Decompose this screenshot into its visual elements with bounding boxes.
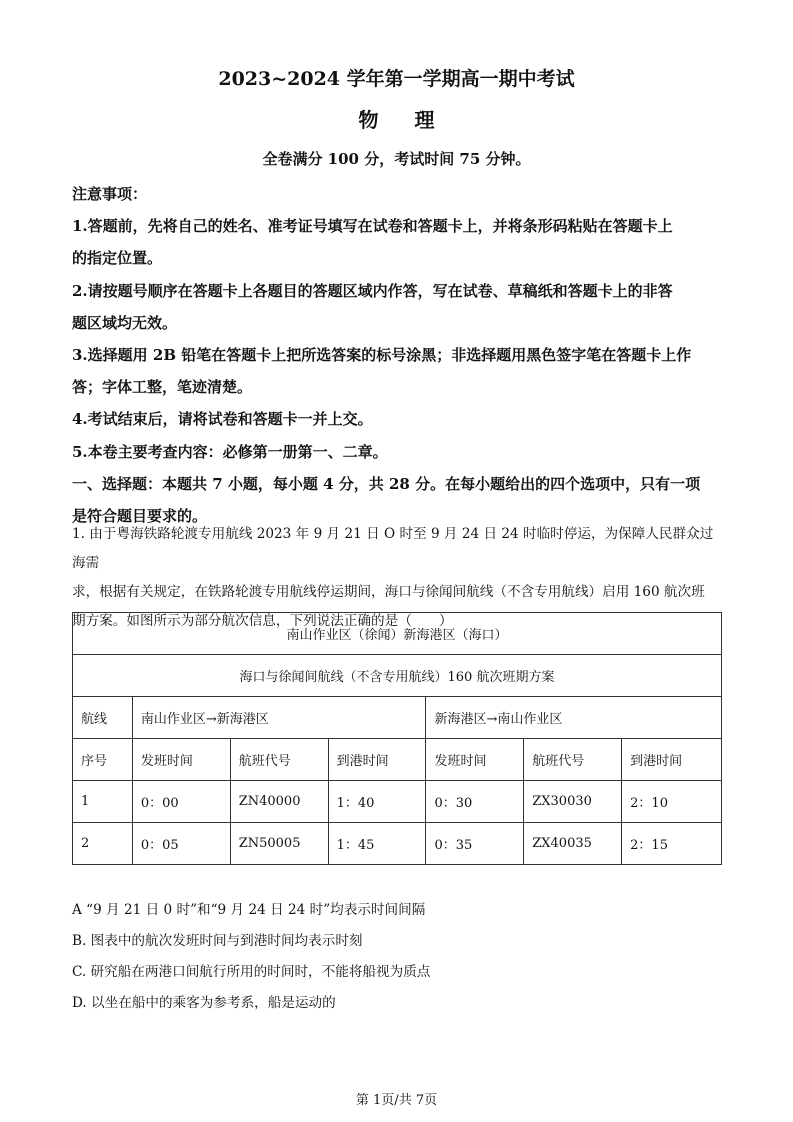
- subject-char-right: 理: [414, 108, 435, 132]
- table-header-row: [73, 739, 722, 781]
- route-a-cell: 南山作业区→新海港区: [132, 697, 426, 739]
- exam-title: 2023~2024 学年第一学期高一期中考试: [218, 68, 575, 90]
- notes-line: 5.本卷主要考查内容：必修第一册第一、二章。: [72, 442, 388, 461]
- header-cell: 航班代号: [524, 739, 622, 781]
- section-heading-line: 是符合题目要求的。: [72, 507, 208, 526]
- notes-line: 的指定位置。: [72, 249, 163, 268]
- full-mark-line: 全卷满分 100 分，考试时间 75 分钟。: [262, 150, 531, 168]
- table-cell: ZX40035: [524, 823, 622, 865]
- table-row: [73, 613, 722, 655]
- question-line: 求，根据有关规定，在铁路轮渡专用航线停运期间，海口与徐闻间航线（不含专用航线）启用 160 航次班: [72, 584, 705, 600]
- table-cell: 1: [73, 781, 133, 823]
- subject-char-left: 物: [358, 108, 379, 132]
- subject-title: [0, 104, 793, 133]
- question-line: 1. 由于粤海铁路轮渡专用航线 2023 年 9 月 21 日 O 时至 9 月 24 日 24 时临时停运，为保障人民群众过海需: [72, 526, 714, 571]
- table-row: [73, 781, 722, 823]
- section-heading-line: 一、选择题：本题共 7 小题，每小题 4 分，共 28 分。在每小题给出的四个选项中，只有一项: [72, 474, 701, 493]
- notes-line: 1.答题前，先将自己的姓名、准考证号填写在试卷和答题卡上，并将条形码粘贴在答题卡上: [72, 217, 673, 236]
- header-cell: 到港时间: [622, 739, 722, 781]
- header-cell: 发班时间: [132, 739, 230, 781]
- option-d: D. 以坐在船中的乘客为参考系，船是运动的: [72, 995, 336, 1011]
- notes-line: 4.考试结束后，请将试卷和答题卡一并上交。: [72, 410, 373, 429]
- notes-line: 题区域均无效。: [72, 313, 178, 332]
- notes-line: 3.选择题用 2B 铅笔在答题卡上把所选答案的标号涂黑；非选择题用黑色签字笔在答题卡上作: [72, 346, 692, 365]
- table-row: [73, 697, 722, 739]
- option-a: A “9 月 21 日 0 时”和“9 月 24 日 24 时”均表示时间间隔: [72, 902, 426, 918]
- header-cell: 序号: [73, 739, 133, 781]
- table-cell: ZN50005: [230, 823, 328, 865]
- table-cell: ZN40000: [230, 781, 328, 823]
- table-cell: 1：45: [328, 823, 426, 865]
- schedule-table: [72, 612, 722, 865]
- table-cell: 0：35: [426, 823, 524, 865]
- table-cell: ZX30030: [524, 781, 622, 823]
- notes-line: 2.请按题号顺序在答题卡上各题目的答题区域内作答，写在试卷、草稿纸和答题卡上的非答: [72, 281, 673, 300]
- option-b: B. 图表中的航次发班时间与到港时间均表示时刻: [72, 933, 363, 949]
- notes-heading: 注意事项：: [72, 185, 148, 203]
- table-cell: 0：00: [132, 781, 230, 823]
- table-row: [73, 655, 722, 697]
- table-caption: 南山作业区（徐闻）新海港区（海口）: [73, 613, 722, 655]
- answer-options: [72, 898, 724, 1022]
- notes-block: [72, 178, 724, 532]
- header-cell: 航班代号: [230, 739, 328, 781]
- page-footer: 第 1页/共 7页: [355, 1093, 438, 1108]
- option-c: C. 研究船在两港口间航行所用的时间时，不能将船视为质点: [72, 964, 431, 980]
- header-cell: 发班时间: [426, 739, 524, 781]
- table-cell: 0：30: [426, 781, 524, 823]
- header-cell: 到港时间: [328, 739, 426, 781]
- route-label-cell: 航线: [73, 697, 133, 739]
- table-cell: 0：05: [132, 823, 230, 865]
- table-cell: 2: [73, 823, 133, 865]
- table-cell: 2：10: [622, 781, 722, 823]
- table-caption: 海口与徐闻间航线（不含专用航线）160 航次班期方案: [73, 655, 722, 697]
- question-line: 期方案。如图所示为部分航次信息，下列说法正确的是（ ）: [72, 613, 453, 629]
- table-cell: 1：40: [328, 781, 426, 823]
- table-row: [73, 823, 722, 865]
- route-b-cell: 新海港区→南山作业区: [426, 697, 722, 739]
- table-cell: 2：15: [622, 823, 722, 865]
- notes-line: 答；字体工整，笔迹清楚。: [72, 378, 253, 397]
